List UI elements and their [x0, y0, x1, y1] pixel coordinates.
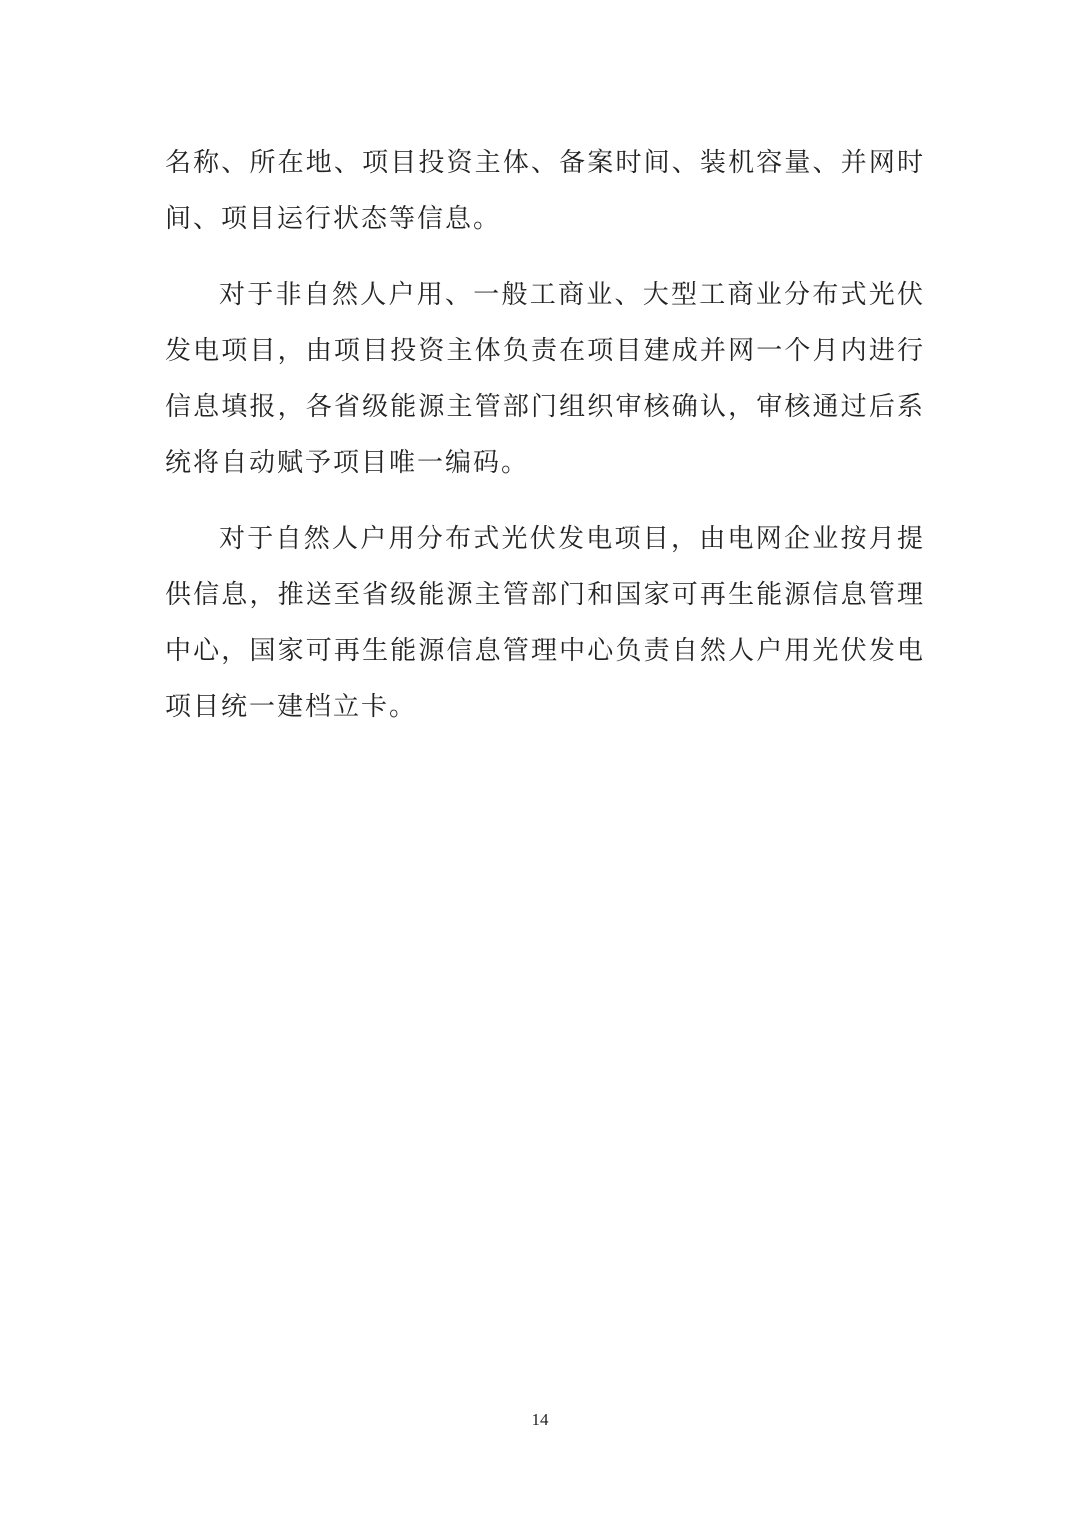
paragraph-natural-person-projects: 对于自然人户用分布式光伏发电项目，由电网企业按月提供信息，推送至省级能源主管部门和国家可再生能源信息管理中心，国家可再生能源信息管理中心负责自然人户用光伏发电项目统一建档立卡。: [165, 524, 925, 722]
paragraph-continuation: 名称、所在地、项目投资主体、备案时间、装机容量、并网时间、项目运行状态等信息。: [165, 148, 925, 234]
paragraph-non-natural-person-projects: 对于非自然人户用、一般工商业、大型工商业分布式光伏发电项目，由项目投资主体负责在项目建成并网一个月内进行信息填报，各省级能源主管部门组织审核确认，审核通过后系统将自动赋予项目唯一编码。: [165, 280, 925, 478]
page-number: 14: [531, 1410, 549, 1429]
body-text: [165, 135, 925, 755]
